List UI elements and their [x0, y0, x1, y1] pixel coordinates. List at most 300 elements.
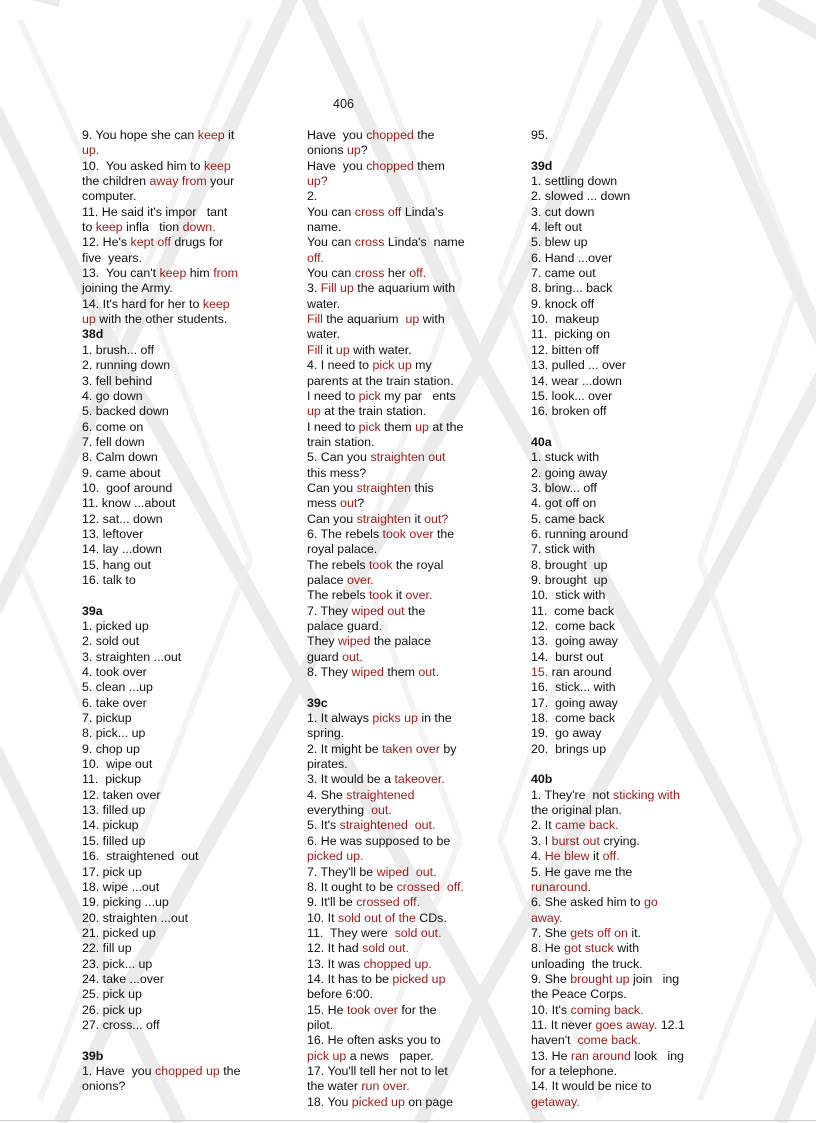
answer-text: it	[322, 342, 336, 357]
highlighted-phrase: up?	[307, 174, 328, 189]
highlighted-phrase: ran around	[570, 1048, 631, 1063]
answer-text: 9. came about	[82, 465, 161, 480]
answer-line	[82, 251, 264, 266]
highlighted-phrase: getaway.	[531, 1094, 580, 1109]
highlighted-phrase: Fill up	[320, 281, 354, 296]
answer-text: 8. He	[531, 941, 565, 956]
highlighted-phrase: down.	[182, 220, 216, 235]
highlighted-phrase: crossed off.	[396, 879, 464, 894]
highlighted-phrase: burst out	[551, 833, 600, 848]
answer-text: look ing	[630, 1048, 684, 1063]
answer-text: haven't	[531, 1033, 578, 1048]
highlighted-phrase: away.	[531, 910, 563, 925]
highlighted-phrase: straightened out.	[339, 818, 436, 833]
answer-line	[82, 772, 264, 787]
answer-line	[307, 865, 487, 880]
answer-line	[531, 542, 731, 557]
answer-text: 1. brush... off	[82, 342, 155, 357]
answer-text: guard	[307, 649, 343, 664]
answer-text: 25. pick up	[82, 987, 142, 1002]
answer-line	[531, 558, 731, 573]
highlighted-phrase: wiped	[338, 634, 371, 649]
answer-text: 4. I need to	[307, 358, 373, 373]
highlighted-phrase: 15.	[531, 665, 549, 680]
highlighted-phrase: sold out of the	[338, 910, 416, 925]
highlighted-phrase: taken over	[382, 741, 440, 756]
answer-text: 7. She	[531, 925, 571, 940]
section-heading: 39b	[82, 1048, 104, 1063]
answer-line	[531, 619, 731, 634]
answer-line	[531, 374, 731, 389]
answer-text: palace guard.	[307, 619, 383, 633]
answer-line	[82, 634, 264, 649]
highlighted-phrase: took over	[382, 526, 434, 541]
answer-text: 6. come on	[82, 419, 144, 434]
answer-text: 1. stuck with	[531, 450, 600, 465]
highlighted-phrase: runaround.	[531, 879, 591, 894]
answer-text: 1. It always	[307, 711, 373, 726]
answer-line	[307, 726, 487, 741]
answer-line	[82, 205, 264, 220]
answer-text: 19. picking ...up	[82, 895, 169, 910]
answer-text: 2. going away	[531, 465, 608, 480]
answer-text: 13. leftover	[82, 526, 144, 541]
answer-line	[307, 1064, 487, 1079]
answer-line	[82, 895, 264, 910]
answer-text: 17. You'll tell her not to let	[307, 1063, 448, 1078]
answer-text: her	[384, 266, 410, 281]
answer-text: onions	[307, 143, 347, 158]
answer-text: ran around	[548, 665, 612, 680]
answer-line	[82, 389, 264, 404]
highlighted-phrase: cross off	[354, 204, 402, 219]
answer-line	[82, 189, 264, 204]
answer-line	[531, 404, 731, 419]
answer-line	[531, 312, 731, 327]
answer-text: 6. She asked him to	[531, 895, 644, 910]
answer-line	[307, 604, 487, 619]
highlighted-phrase: sold out.	[362, 941, 409, 956]
blank-line	[82, 588, 264, 603]
highlighted-phrase: wiped out.	[376, 864, 437, 879]
answer-line	[307, 159, 487, 174]
answer-text: at the train station.	[320, 404, 427, 419]
answer-line	[531, 711, 731, 726]
answer-text: 18. come back	[531, 711, 616, 726]
answer-line	[307, 343, 487, 358]
answer-text: water.	[307, 327, 341, 342]
answer-text: 8. pick... up	[82, 726, 146, 741]
answer-line	[307, 420, 487, 435]
answer-text: 9. knock off	[531, 296, 595, 311]
answer-text: Can you	[307, 480, 357, 495]
answer-line	[531, 1018, 731, 1033]
answer-text: by	[439, 741, 457, 756]
answer-line	[531, 389, 731, 404]
highlighted-phrase: came back.	[555, 818, 619, 833]
answer-text: the	[404, 603, 426, 618]
answer-line	[531, 573, 731, 588]
answer-text: it	[589, 849, 603, 864]
answer-text: 7. came out	[531, 266, 596, 281]
answer-text: 4. go down	[82, 388, 143, 403]
highlighted-phrase: straighten	[356, 480, 412, 495]
answer-text: 18. You	[307, 1094, 352, 1109]
answer-text: 3. I	[531, 833, 552, 848]
highlighted-phrase: up	[82, 312, 96, 327]
answer-line	[531, 189, 731, 204]
answer-text: 10. It's	[531, 1002, 571, 1017]
answer-line	[307, 834, 487, 849]
answer-text: 12. bitten off	[531, 342, 599, 357]
answer-text: 6. The rebels	[307, 526, 383, 541]
highlighted-phrase: Fill	[307, 342, 323, 357]
answer-text: 12. He's	[82, 235, 131, 250]
answer-line	[82, 220, 264, 235]
answer-line	[307, 788, 487, 803]
answer-line	[531, 466, 731, 481]
answer-line	[82, 128, 264, 143]
answer-text: 4. She	[307, 787, 347, 802]
answer-text: 12. come back	[531, 619, 616, 633]
highlighted-phrase: up	[307, 404, 321, 419]
answer-text: parents at the train station.	[307, 373, 454, 388]
highlighted-phrase: goes away.	[595, 1017, 658, 1032]
answer-line	[307, 128, 487, 143]
highlighted-phrase: crossed off.	[356, 895, 421, 910]
answer-line	[82, 343, 264, 358]
answer-text: everything	[307, 803, 372, 818]
answer-text: 24. take ...over	[82, 971, 164, 986]
answer-line	[82, 281, 264, 296]
answer-line	[307, 358, 487, 373]
answer-text: 13. He	[531, 1048, 571, 1063]
highlighted-phrase: up	[405, 312, 420, 327]
highlighted-phrase: picked up.	[307, 849, 364, 864]
answer-line	[531, 512, 731, 527]
highlighted-phrase: took	[368, 588, 393, 603]
answer-text: them	[413, 158, 445, 173]
answer-line	[531, 880, 731, 895]
highlighted-phrase: kept off	[130, 235, 171, 250]
highlighted-phrase: pick up	[307, 1048, 347, 1063]
answer-text: them	[383, 665, 419, 680]
answer-line	[82, 450, 264, 465]
answer-line	[82, 742, 264, 757]
highlighted-phrase: takeover.	[394, 772, 445, 787]
answer-line	[307, 619, 487, 634]
highlighted-phrase: He blew	[544, 849, 590, 864]
answer-text: You can	[307, 266, 355, 281]
highlighted-phrase: Fill	[307, 312, 323, 327]
answer-line	[531, 834, 731, 849]
answer-line	[82, 757, 264, 772]
answer-text: 14. lay ...down	[82, 542, 162, 557]
answer-line	[82, 435, 264, 450]
answer-text: 19. go away	[531, 726, 602, 741]
answer-line	[82, 420, 264, 435]
highlighted-phrase: up	[335, 342, 350, 357]
answer-line	[531, 327, 731, 342]
highlighted-phrase: keep	[202, 296, 230, 311]
highlighted-phrase: off.	[409, 266, 427, 281]
blank-line	[531, 757, 731, 772]
section-heading: 39a	[82, 603, 103, 618]
highlighted-phrase: brought up	[570, 971, 630, 986]
answer-text: 23. pick... up	[82, 956, 153, 971]
answer-text: 5. Can you	[307, 450, 371, 465]
answer-line	[307, 1018, 487, 1033]
answer-text: 8. They	[307, 665, 352, 680]
page-bottom-rule	[0, 1120, 816, 1121]
answer-line	[82, 834, 264, 849]
highlighted-phrase: off.	[602, 849, 620, 864]
answer-text: 9. It'll be	[307, 895, 357, 910]
answer-line	[82, 512, 264, 527]
answer-line	[531, 865, 731, 880]
answer-line	[531, 527, 731, 542]
answer-text: name.	[307, 220, 342, 235]
answer-line	[82, 941, 264, 956]
answer-text: 10. wipe out	[82, 757, 153, 772]
answer-line	[307, 512, 487, 527]
highlighted-phrase: straighten	[356, 511, 412, 526]
answer-line	[82, 987, 264, 1002]
answer-line	[307, 312, 487, 327]
answer-line	[82, 404, 264, 419]
answer-text: 95.	[531, 128, 549, 142]
answer-line	[531, 1049, 731, 1064]
blank-line	[82, 1033, 264, 1048]
highlighted-phrase: over.	[405, 588, 433, 603]
answer-line	[307, 1003, 487, 1018]
answer-text: 16. straightened out	[82, 849, 199, 864]
answer-line	[307, 941, 487, 956]
answer-line	[82, 818, 264, 833]
highlighted-phrase: out.	[371, 803, 392, 818]
answer-text: drugs for	[170, 235, 224, 250]
answer-line	[82, 235, 264, 250]
highlighted-phrase: up.	[82, 143, 100, 158]
answer-line	[531, 895, 731, 910]
answer-text: 5. clean ...up	[82, 680, 153, 695]
answer-text: 1. Have you	[82, 1063, 156, 1078]
answer-line	[531, 972, 731, 987]
answer-line	[307, 634, 487, 649]
answer-text: 2. slowed ... down	[531, 189, 631, 204]
highlighted-phrase: straighten out	[370, 450, 446, 465]
answer-text: mess	[307, 496, 341, 511]
answer-text: You can	[307, 235, 355, 250]
answer-line	[531, 1033, 731, 1048]
answer-text: 16. He often asks you to	[307, 1033, 441, 1048]
answer-text: 7. They	[307, 603, 352, 618]
answer-text: 9. You hope she can	[82, 128, 198, 142]
answer-line	[307, 1033, 487, 1048]
answer-text: 6. Hand ...over	[531, 250, 613, 265]
answer-text: for the	[397, 1002, 437, 1017]
answer-text: You can	[307, 204, 355, 219]
answer-text: I need to	[307, 419, 359, 434]
answer-column-3	[531, 128, 731, 1110]
highlighted-phrase: sold out.	[394, 925, 442, 940]
answer-text: crying.	[599, 833, 640, 848]
highlighted-phrase: up	[346, 143, 361, 158]
answer-text: 18. wipe ...out	[82, 879, 160, 894]
answer-text: 16. stick... with	[531, 680, 616, 695]
answer-line	[307, 466, 487, 481]
answer-line	[531, 803, 731, 818]
answer-line	[531, 297, 731, 312]
answer-line	[307, 987, 487, 1002]
answer-text: 14. burst out	[531, 649, 604, 664]
answer-line	[307, 527, 487, 542]
answer-text: it	[411, 511, 425, 526]
answer-line	[531, 588, 731, 603]
answer-text: 3.	[307, 281, 321, 296]
answer-line	[531, 1064, 731, 1079]
answer-line	[82, 665, 264, 680]
answer-text: 26. pick up	[82, 1002, 142, 1017]
answer-line	[82, 865, 264, 880]
answer-line	[307, 803, 487, 818]
highlighted-phrase: pick up	[372, 358, 412, 373]
answer-line	[307, 926, 487, 941]
answer-line	[82, 849, 264, 864]
answer-text: 14. It's hard for her to	[82, 296, 203, 311]
answer-line	[82, 466, 264, 481]
answer-text: Have you	[307, 158, 367, 173]
highlighted-phrase: up	[415, 419, 429, 434]
answer-text: 9. brought up	[531, 572, 608, 587]
highlighted-phrase: keep	[197, 128, 225, 142]
answer-column-1	[82, 128, 264, 1095]
answer-text: 16. broken off	[531, 404, 607, 419]
answer-text: Linda's	[401, 204, 444, 219]
answer-text: them	[380, 419, 416, 434]
answer-text: 9. She	[531, 971, 571, 986]
answer-line	[531, 788, 731, 803]
answer-line	[82, 650, 264, 665]
answer-line	[307, 374, 487, 389]
answer-line	[307, 1079, 487, 1094]
answer-text: 9. chop up	[82, 741, 140, 756]
answer-line	[82, 1079, 264, 1094]
answer-text: computer.	[82, 189, 137, 204]
answer-column-2	[307, 128, 487, 1110]
answer-line	[531, 266, 731, 281]
answer-line	[307, 281, 487, 296]
highlighted-phrase: picked up	[351, 1094, 405, 1109]
answer-text: water.	[307, 296, 341, 311]
answer-line	[82, 297, 264, 312]
section-heading: 39d	[531, 158, 553, 173]
highlighted-phrase: pick	[358, 419, 381, 434]
answer-line	[531, 726, 731, 741]
answer-line	[82, 972, 264, 987]
answer-text: ?	[357, 496, 365, 511]
answer-line	[307, 189, 487, 204]
highlighted-phrase: chopped	[366, 158, 414, 173]
answer-text: 7. fell down	[82, 434, 145, 449]
answer-line	[531, 696, 731, 711]
answer-text: the water	[307, 1079, 362, 1094]
answer-line	[531, 1003, 731, 1018]
highlighted-phrase: coming back.	[570, 1002, 644, 1017]
answer-line	[531, 634, 731, 649]
answer-line	[307, 174, 487, 189]
answer-line	[307, 588, 487, 603]
highlighted-phrase: chopped up	[155, 1063, 220, 1078]
highlighted-phrase: picked up	[392, 971, 446, 986]
answer-text: on page	[404, 1094, 454, 1109]
answer-text: The rebels	[307, 557, 369, 572]
answer-text: 11. know ...about	[82, 496, 176, 511]
answer-line	[82, 911, 264, 926]
answer-line	[307, 665, 487, 680]
answer-text: 13. You can't	[82, 266, 160, 281]
answer-text: 13. filled up	[82, 803, 146, 818]
answer-text: 8. It ought to be	[307, 879, 397, 894]
answer-text: the children	[82, 174, 150, 189]
answer-text: 11. He said it's impor tant	[82, 204, 228, 219]
answer-line	[531, 235, 731, 250]
answer-line	[82, 312, 264, 327]
highlighted-phrase: gets off on	[570, 925, 628, 940]
answer-line	[82, 143, 264, 158]
answer-line	[307, 880, 487, 895]
highlighted-phrase: wiped	[351, 665, 384, 680]
highlighted-phrase: keep	[95, 220, 123, 235]
answer-text: 12. taken over	[82, 787, 161, 802]
answer-text: 7. They'll be	[307, 864, 377, 879]
answer-line	[307, 297, 487, 312]
answer-text: your	[206, 174, 235, 189]
highlighted-phrase: cross	[354, 266, 385, 281]
answer-line	[531, 251, 731, 266]
answer-line	[307, 251, 487, 266]
answer-text: 4. left out	[531, 220, 582, 235]
answer-text: 2. running down	[82, 358, 171, 373]
answer-line	[531, 604, 731, 619]
highlighted-phrase: come back.	[577, 1033, 641, 1048]
answer-line	[531, 1079, 731, 1094]
answer-text: my par ents	[380, 388, 456, 403]
answer-text: 5. It's	[307, 818, 340, 833]
answer-text: 14. It has to be	[307, 971, 393, 986]
answer-text: 4.	[531, 849, 545, 864]
answer-text: 14. pickup	[82, 818, 139, 833]
answer-text: 15. filled up	[82, 833, 146, 848]
answer-text: onions?	[82, 1079, 126, 1094]
answer-line	[82, 696, 264, 711]
answer-text: 3. straighten ...out	[82, 649, 182, 664]
answer-text: 10. goof around	[82, 480, 173, 495]
answer-text: 5. He gave me the	[531, 864, 633, 879]
highlighted-phrase: picks up	[372, 711, 418, 726]
answer-text: 5. came back	[531, 511, 605, 526]
answer-text: The rebels	[307, 588, 369, 603]
answer-text: 11. It never	[531, 1017, 596, 1032]
section-heading: 38d	[82, 327, 104, 342]
answer-line	[531, 128, 731, 143]
answer-line	[531, 849, 731, 864]
answer-text: 22. fill up	[82, 941, 132, 956]
highlighted-phrase: cross	[354, 235, 385, 250]
answer-text: in the	[417, 711, 452, 726]
answer-text: They	[307, 634, 338, 649]
highlighted-phrase: out.	[418, 665, 440, 680]
